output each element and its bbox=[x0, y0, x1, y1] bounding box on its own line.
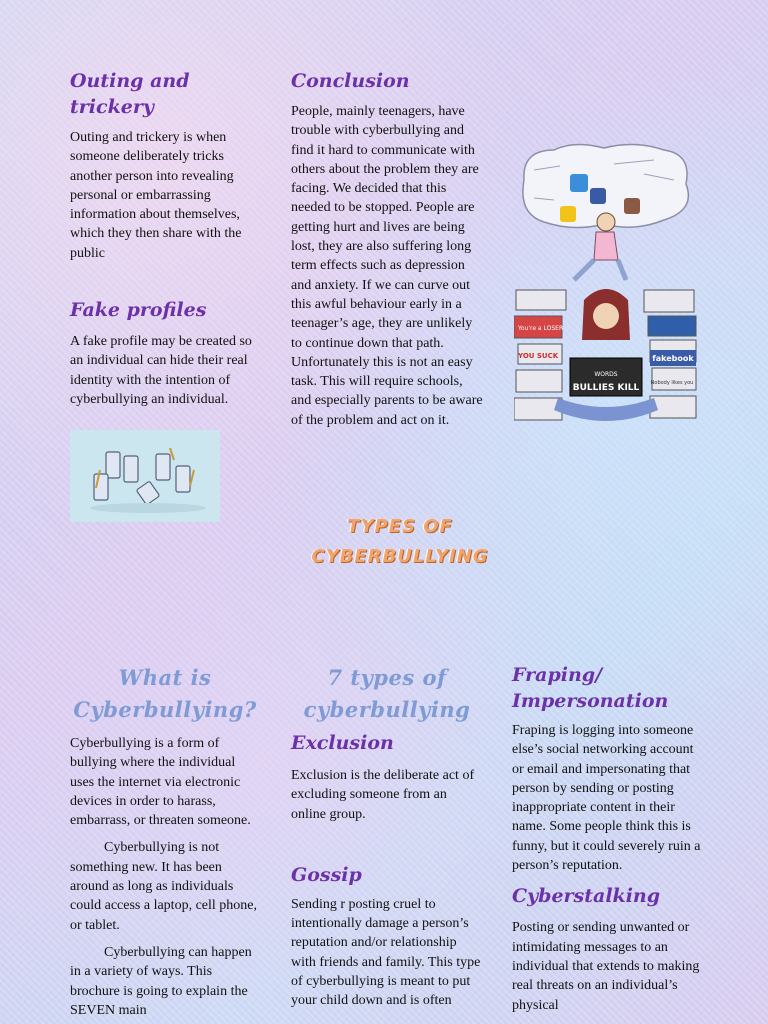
top-left-column bbox=[70, 68, 258, 263]
exclusion-heading: Exclusion bbox=[291, 732, 394, 754]
cyberbullying-illustration bbox=[514, 140, 698, 436]
definition-paragraph: Cyberbullying is a form of bullying where the individual uses the internet via electronic devices in order to harass, embarrass, or threaten someone. bbox=[70, 736, 251, 829]
exclusion-text: Exclusion is the deliberate act of excluding someone from an online group. bbox=[291, 768, 475, 822]
svg-text:BULLIES KILL: BULLIES KILL bbox=[572, 383, 640, 393]
conclusion-heading: Conclusion bbox=[291, 70, 410, 92]
outing-heading: Outing and trickery bbox=[70, 70, 190, 118]
fraping-text: Fraping is logging into someone else’s social networking account or email and impersonating that person by sending or posting inappropriate content in their name. Some people think this is funny, but it could severely ruin a person’s reputation. bbox=[512, 723, 701, 874]
cyberstalking-text: Posting or sending unwanted or intimidating messages to an individual that extends to making real threats on an individual’s physical bbox=[512, 920, 700, 1013]
fraping-section bbox=[512, 662, 702, 1015]
what-is-cyberbullying-title: What is Cyberbullying? bbox=[73, 665, 257, 722]
gossip-text: Sending r posting cruel to intentionally damage a person’s reputation and/or relationship with friends and family. This type of cyberbullying is meant to put your child down and is often bbox=[291, 896, 481, 1009]
svg-text:fakebook: fakebook bbox=[652, 354, 694, 363]
phones-illustration bbox=[70, 430, 220, 522]
fraping-heading: Fraping/ Impersonation bbox=[512, 664, 669, 712]
seven-types-section bbox=[291, 662, 483, 1011]
ways-paragraph: Cyberbullying can happen in a variety of ways. This brochure is going to explain the SEVEN main bbox=[70, 944, 252, 1018]
svg-text:You're a LOSER: You're a LOSER bbox=[518, 325, 564, 332]
gossip-heading: Gossip bbox=[291, 863, 362, 886]
girl-with-screens-image bbox=[514, 140, 698, 436]
cartoon-phones-image bbox=[70, 430, 220, 522]
conclusion-section bbox=[291, 68, 483, 430]
svg-text:YOU SUCK: YOU SUCK bbox=[518, 352, 559, 360]
cyberstalking-heading: Cyberstalking bbox=[512, 885, 661, 908]
svg-text:Nobody likes you: Nobody likes you bbox=[650, 380, 694, 386]
svg-text:WORDS: WORDS bbox=[594, 371, 618, 378]
fake-profiles-text: A fake profile may be created so an individual can hide their real identity with the intention of cyberbullying an individual. bbox=[70, 334, 252, 407]
seven-types-title: 7 types of cyberbullying bbox=[303, 665, 471, 722]
fake-profiles-heading: Fake profiles bbox=[70, 299, 207, 321]
fake-profiles-section bbox=[70, 297, 260, 409]
outing-text: Outing and trickery is when someone deliberately tricks another person into revealing personal or embarrassing information about themselves, which they then share with the public bbox=[70, 130, 242, 261]
types-of-cyberbullying-title: TYPES OF CYBERBULLYING bbox=[311, 516, 489, 567]
what-is-cyberbullying-section bbox=[70, 662, 260, 1020]
conclusion-text: People, mainly teenagers, have trouble with cyberbullying and find it hard to communicate with others about the problem they are facing. We decided that this needed to be stopped. People are getting hurt and lives are being lost, they are also suffering long term effects such as depression and anxiety. If we can curve out this awful behaviour early in a teenager’s age, they are unlikely to continue down that path. Unfortunately this is not an easy task. This will require schools, and especially parents to be aware of the problem and act on it. bbox=[291, 104, 483, 428]
history-paragraph: Cyberbullying is not something new. It has been around as long as individuals could access a laptop, cell phone, or tablet. bbox=[70, 840, 257, 933]
